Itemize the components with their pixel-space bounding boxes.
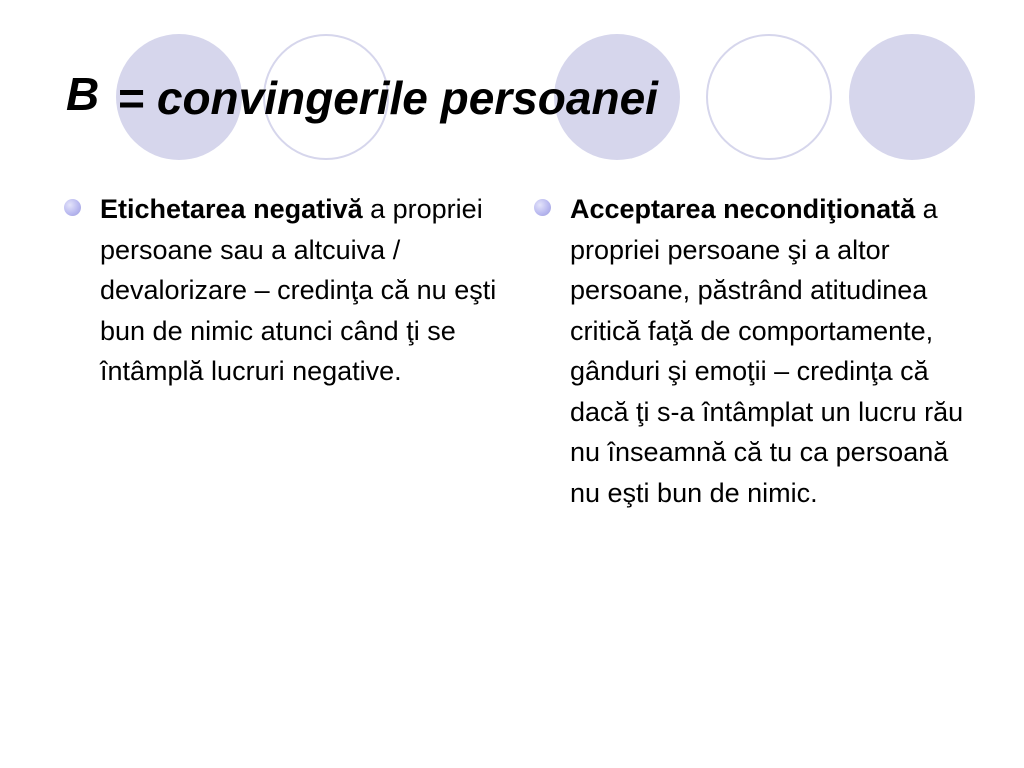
slide-title (66, 68, 658, 124)
bullet-text: a propriei persoane sau a altcuiva / devalorizare – credinţa că nu eşti bun de nimic atunci când ţi se întâmplă lucruri negative. (100, 194, 497, 386)
title-text: = convingerile persoanei (117, 72, 658, 124)
bullet-item (534, 189, 974, 513)
bullet-bold-text: Etichetarea negativă (100, 194, 363, 224)
bullet-icon (64, 199, 81, 216)
decor-circle-filled (849, 34, 975, 160)
bullet-text: a propriei persoane şi a altor persoane, păstrând atitudinea critică faţă de comportamente, gânduri şi emoţii – credinţa că dacă ţi s-a întâmplat un lucru rău nu înseamnă că tu ca persoană nu eşti bun de nimic. (570, 194, 964, 508)
right-column (534, 189, 974, 513)
title-letter: B (66, 68, 100, 120)
bullet-item (64, 189, 504, 392)
bullet-icon (534, 199, 551, 216)
left-column (64, 189, 504, 392)
decor-circle-ring (706, 34, 832, 160)
bullet-bold-text: Acceptarea necondiţionată (570, 194, 916, 224)
